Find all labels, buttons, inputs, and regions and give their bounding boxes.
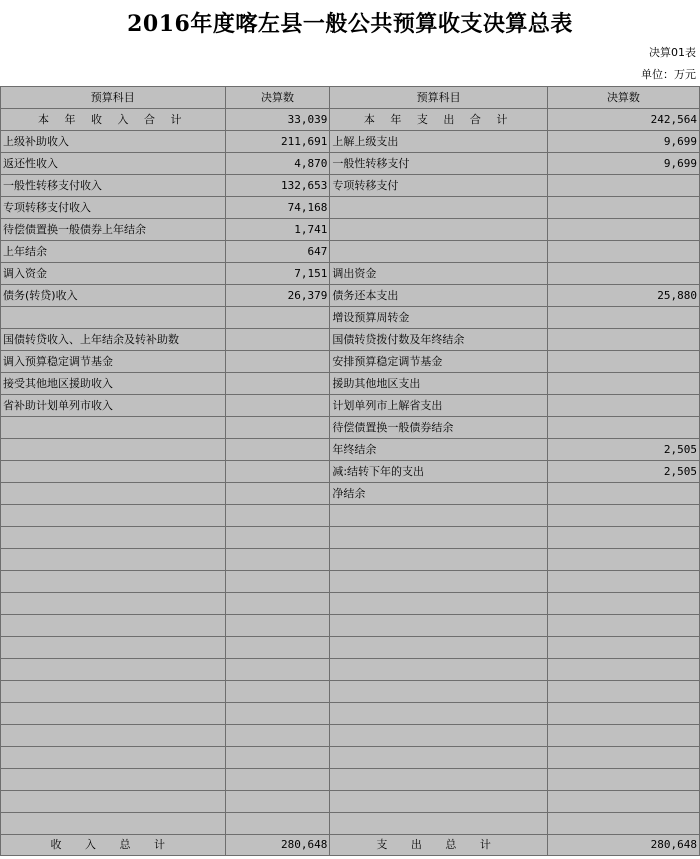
expense-subject — [330, 219, 548, 241]
income-amount — [225, 813, 330, 835]
expense-amount — [547, 307, 699, 329]
expense-subject — [330, 769, 548, 791]
expense-subject — [330, 593, 548, 615]
expense-subject: 净结余 — [330, 483, 548, 505]
expense-amount — [547, 219, 699, 241]
income-subject — [1, 307, 226, 329]
income-subject: 上级补助收入 — [1, 131, 226, 153]
income-amount — [225, 747, 330, 769]
expense-amount — [547, 549, 699, 571]
expense-amount: 9,699 — [547, 131, 699, 153]
expense-amount — [547, 175, 699, 197]
blank-row — [1, 747, 700, 769]
income-subject — [1, 681, 226, 703]
table-row — [1, 197, 700, 219]
expense-subject: 一般性转移支付 — [330, 153, 548, 175]
unit-label: 单位：万元 — [641, 68, 696, 81]
income-amount: 1,741 — [225, 219, 330, 241]
expense-amount — [547, 505, 699, 527]
report-title: 2016年度喀左县一般公共预算收支决算总表 — [127, 11, 573, 37]
table-row — [1, 241, 700, 263]
income-subject — [1, 571, 226, 593]
expense-subject: 增设预算周转金 — [330, 307, 548, 329]
expense-subject: 专项转移支付 — [330, 175, 548, 197]
income-amount — [225, 725, 330, 747]
income-amount — [225, 505, 330, 527]
expense-subject — [330, 681, 548, 703]
expense-amount — [547, 395, 699, 417]
income-amount — [225, 329, 330, 351]
expense-amount: 25,880 — [547, 285, 699, 307]
income-amount — [225, 351, 330, 373]
expense-subject: 国债转贷拨付数及年终结余 — [330, 329, 548, 351]
income-amount — [225, 615, 330, 637]
blank-row — [1, 769, 700, 791]
table-row — [1, 219, 700, 241]
blank-row — [1, 593, 700, 615]
expense-amount — [547, 483, 699, 505]
income-subject — [1, 769, 226, 791]
income-subject: 返还性收入 — [1, 153, 226, 175]
total-row — [1, 835, 700, 856]
income-subject — [1, 505, 226, 527]
income-amount: 4,870 — [225, 153, 330, 175]
expense-subject: 债务还本支出 — [330, 285, 548, 307]
expense-subject: 本 年 支 出 合 计 — [330, 109, 548, 131]
income-amount — [225, 417, 330, 439]
income-amount — [225, 439, 330, 461]
expense-subject — [330, 615, 548, 637]
blank-row — [1, 637, 700, 659]
income-amount — [225, 483, 330, 505]
expense-subject — [330, 505, 548, 527]
table-row — [1, 285, 700, 307]
expense-amount — [547, 351, 699, 373]
expense-subject: 年终结余 — [330, 439, 548, 461]
expense-subject — [330, 549, 548, 571]
expense-subject: 调出资金 — [330, 263, 548, 285]
income-amount — [225, 791, 330, 813]
expense-subject — [330, 703, 548, 725]
table-row — [1, 483, 700, 505]
header-expense-subject: 预算科目 — [330, 87, 548, 109]
expense-amount — [547, 769, 699, 791]
expense-subject — [330, 747, 548, 769]
income-subject — [1, 439, 226, 461]
expense-subject — [330, 659, 548, 681]
income-amount: 74,168 — [225, 197, 330, 219]
income-subject: 一般性转移支付收入 — [1, 175, 226, 197]
expense-total-label: 支 出 总 计 — [330, 835, 548, 856]
blank-row — [1, 571, 700, 593]
expense-amount — [547, 747, 699, 769]
expense-amount — [547, 615, 699, 637]
income-total-value: 280,648 — [225, 835, 330, 856]
expense-subject: 安排预算稳定调节基金 — [330, 351, 548, 373]
income-amount — [225, 681, 330, 703]
header-income-subject: 预算科目 — [1, 87, 226, 109]
expense-amount — [547, 659, 699, 681]
blank-row — [1, 615, 700, 637]
income-subject — [1, 483, 226, 505]
blank-row — [1, 527, 700, 549]
header-income-amount: 决算数 — [225, 87, 330, 109]
table-row — [1, 373, 700, 395]
income-subject: 债务(转贷)收入 — [1, 285, 226, 307]
table-row — [1, 153, 700, 175]
income-subject — [1, 813, 226, 835]
expense-subject: 援助其他地区支出 — [330, 373, 548, 395]
income-subject — [1, 527, 226, 549]
blank-row — [1, 703, 700, 725]
blank-row — [1, 813, 700, 835]
expense-amount: 9,699 — [547, 153, 699, 175]
expense-amount — [547, 813, 699, 835]
income-amount — [225, 395, 330, 417]
table-row — [1, 461, 700, 483]
table-row — [1, 439, 700, 461]
table-row — [1, 131, 700, 153]
income-subject — [1, 791, 226, 813]
income-subject — [1, 659, 226, 681]
income-subject: 调入预算稳定调节基金 — [1, 351, 226, 373]
expense-amount: 242,564 — [547, 109, 699, 131]
income-amount: 26,379 — [225, 285, 330, 307]
blank-row — [1, 791, 700, 813]
expense-subject: 减:结转下年的支出 — [330, 461, 548, 483]
income-amount — [225, 769, 330, 791]
income-amount: 211,691 — [225, 131, 330, 153]
expense-subject — [330, 241, 548, 263]
expense-amount — [547, 637, 699, 659]
income-subject — [1, 637, 226, 659]
table-row — [1, 351, 700, 373]
expense-subject — [330, 813, 548, 835]
expense-amount — [547, 571, 699, 593]
income-amount — [225, 373, 330, 395]
income-amount — [225, 571, 330, 593]
expense-subject — [330, 571, 548, 593]
income-subject: 接受其他地区援助收入 — [1, 373, 226, 395]
budget-table — [0, 86, 700, 856]
income-amount — [225, 549, 330, 571]
table-row — [1, 395, 700, 417]
expense-total-value: 280,648 — [547, 835, 699, 856]
income-subject: 待偿债置换一般债券上年结余 — [1, 219, 226, 241]
income-amount: 33,039 — [225, 109, 330, 131]
blank-row — [1, 505, 700, 527]
expense-subject — [330, 725, 548, 747]
income-amount — [225, 703, 330, 725]
blank-row — [1, 659, 700, 681]
income-subject — [1, 593, 226, 615]
expense-amount — [547, 725, 699, 747]
expense-amount — [547, 329, 699, 351]
blank-row — [1, 681, 700, 703]
blank-row — [1, 725, 700, 747]
table-row — [1, 329, 700, 351]
table-row — [1, 175, 700, 197]
expense-amount — [547, 197, 699, 219]
income-subject — [1, 703, 226, 725]
income-amount — [225, 461, 330, 483]
income-subject — [1, 549, 226, 571]
expense-amount — [547, 681, 699, 703]
income-subject: 专项转移支付收入 — [1, 197, 226, 219]
table-row — [1, 417, 700, 439]
income-amount — [225, 307, 330, 329]
table-row — [1, 109, 700, 131]
income-subject — [1, 461, 226, 483]
expense-subject — [330, 527, 548, 549]
expense-amount — [547, 241, 699, 263]
table-number: 决算01表 — [649, 46, 696, 59]
expense-subject — [330, 637, 548, 659]
income-amount: 132,653 — [225, 175, 330, 197]
expense-amount — [547, 417, 699, 439]
expense-subject — [330, 791, 548, 813]
table-row — [1, 263, 700, 285]
income-subject — [1, 417, 226, 439]
income-amount — [225, 593, 330, 615]
expense-amount — [547, 373, 699, 395]
expense-subject: 待偿债置换一般债券结余 — [330, 417, 548, 439]
income-subject: 本 年 收 入 合 计 — [1, 109, 226, 131]
income-subject — [1, 747, 226, 769]
expense-amount — [547, 593, 699, 615]
income-subject — [1, 615, 226, 637]
income-amount — [225, 527, 330, 549]
expense-subject: 上解上级支出 — [330, 131, 548, 153]
income-amount — [225, 659, 330, 681]
expense-subject: 计划单列市上解省支出 — [330, 395, 548, 417]
blank-row — [1, 549, 700, 571]
expense-amount — [547, 527, 699, 549]
expense-amount: 2,505 — [547, 461, 699, 483]
income-subject: 调入资金 — [1, 263, 226, 285]
income-subject: 上年结余 — [1, 241, 226, 263]
header-row — [1, 87, 700, 109]
income-subject: 省补助计划单列市收入 — [1, 395, 226, 417]
income-subject — [1, 725, 226, 747]
expense-amount — [547, 791, 699, 813]
income-amount — [225, 637, 330, 659]
expense-subject — [330, 197, 548, 219]
income-amount: 7,151 — [225, 263, 330, 285]
expense-amount — [547, 263, 699, 285]
income-total-label: 收 入 总 计 — [1, 835, 226, 856]
income-amount: 647 — [225, 241, 330, 263]
expense-amount — [547, 703, 699, 725]
income-subject: 国债转贷收入、上年结余及转补助数 — [1, 329, 226, 351]
header-expense-amount: 决算数 — [547, 87, 699, 109]
expense-amount: 2,505 — [547, 439, 699, 461]
table-row — [1, 307, 700, 329]
